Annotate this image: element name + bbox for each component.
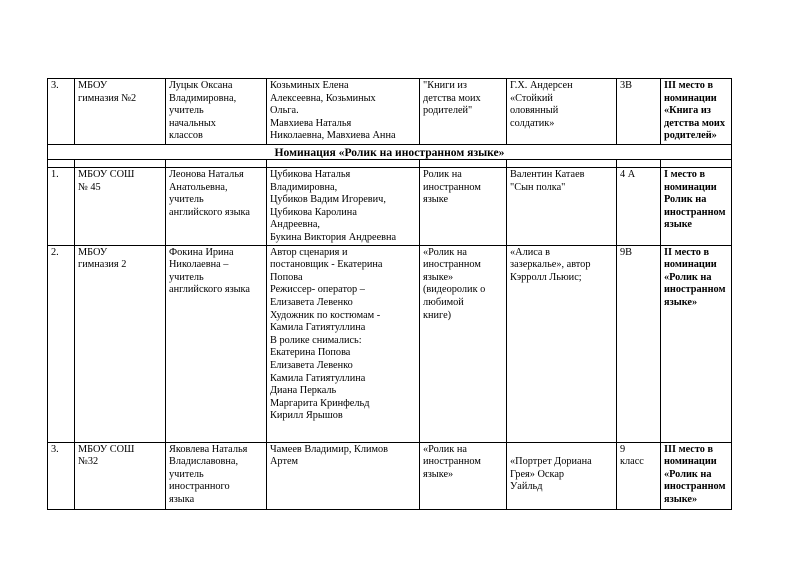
cell-line: МБОУ СОШ (78, 443, 135, 455)
cell-line: Грея» Оскар (510, 468, 565, 480)
cell-line: Уайльд (510, 481, 543, 493)
cell-line: № 45 (78, 181, 101, 193)
cell-line: языке» (423, 468, 454, 480)
cell-line: гимназия 2 (78, 259, 127, 271)
cell-line: гимназия №2 (78, 92, 137, 104)
cell-line: №32 (78, 456, 99, 468)
cell-line: книге) (423, 309, 452, 321)
cell-line: Фокина Ирина (169, 246, 234, 258)
table-row (48, 168, 732, 246)
cell-line: «Книга из (664, 105, 711, 117)
cell-line: Екатерина Попова (270, 347, 351, 359)
cell-line: иностранном (664, 481, 726, 493)
cell-line: учитель (169, 105, 204, 117)
cell-line: Николаевна – (169, 259, 229, 271)
cell-line: Мавхиева Наталья (270, 117, 352, 129)
cell-line: МБОУ (78, 80, 108, 91)
cell-line: Ольга. (270, 105, 299, 117)
entry-number: 3. (48, 79, 75, 145)
leader-cell (166, 79, 267, 145)
cell-line: иностранном (423, 456, 481, 468)
cell-line: «Стойкий (510, 92, 553, 104)
cell-line: II место в (664, 246, 710, 258)
cell-line: Елизавета Левенко (270, 296, 353, 308)
cell-line: языке» (664, 493, 698, 505)
cell-line: Елизавета Левенко (270, 359, 353, 371)
cell-line: Ролик на (664, 194, 707, 206)
cell-line: Маргарита Кринфельд (270, 397, 370, 409)
result-cell (661, 168, 732, 246)
cell-line: «Ролик на (423, 443, 467, 455)
cell-line: Яковлева Наталья (169, 443, 248, 455)
cell-line: номинации (664, 456, 717, 468)
cell-line: I место в (664, 169, 706, 180)
cell-line: номинации (664, 259, 717, 271)
cell-line: Цубиков Вадим Игоревич, (270, 194, 386, 206)
cell-line: родителей» (664, 130, 717, 142)
cell-line: МБОУ СОШ (78, 169, 135, 180)
cell-line: "Книги из (423, 80, 467, 91)
cell-line: учитель (169, 468, 204, 480)
grade-cell (617, 442, 661, 509)
school-cell (75, 168, 166, 246)
grade-cell (617, 79, 661, 145)
result-cell (661, 79, 732, 145)
cell-line: языка (169, 493, 195, 505)
school-cell (75, 442, 166, 509)
cell-line: «Ролик на (664, 271, 712, 283)
cell-line: 3В (620, 80, 633, 91)
source-book-cell (507, 245, 617, 442)
cell-line: Режиссер- оператор – (270, 284, 365, 296)
cell-line: зазеркалье», автор (510, 259, 591, 271)
cell-line: детства моих (423, 92, 481, 104)
cell-line: Леонова Наталья (169, 169, 244, 180)
cell-line: В ролике снимались: (270, 334, 362, 346)
participants-cell (267, 442, 420, 509)
cell-line: иностранном (423, 259, 481, 271)
entry-number: 3. (48, 442, 75, 509)
cell-line: «Ролик на (423, 246, 467, 258)
cell-line: Алексеевна, Козьминых (270, 92, 376, 104)
cell-line: Букина Виктория Андреевна (270, 231, 397, 243)
source-book-cell (507, 442, 617, 509)
cell-line: Кирилл Ярышов (270, 410, 343, 422)
cell-line: 9В (620, 246, 633, 258)
cell-line: учитель (169, 271, 204, 283)
cell-line: Владимировна, (270, 181, 338, 193)
cell-line: Камила Гатиятуллина (270, 372, 366, 384)
cell-line: Луцык Оксана (169, 80, 233, 91)
table-row (48, 442, 732, 509)
cell-line: английского языка (169, 206, 250, 218)
cell-line: языке (664, 219, 692, 231)
participants-cell (267, 245, 420, 442)
leader-cell (166, 168, 267, 246)
cell-line: Валентин Катаев (510, 169, 585, 180)
cell-line: «Алиса в (510, 246, 550, 258)
cell-line: Ролик на (423, 169, 462, 180)
cell-line: Кэрролл Льюис; (510, 271, 582, 283)
cell-line: Камила Гатиятуллина (270, 322, 366, 334)
table-row (48, 245, 732, 442)
cell-line: иностранном (664, 206, 726, 218)
cell-line: Г.Х. Андерсен (510, 80, 573, 91)
cell-line: Николаевна, Мавхиева Анна (270, 130, 396, 142)
nomination-header (48, 145, 732, 168)
cell-line: 4 А (620, 169, 636, 180)
cell-line: III место в (664, 443, 714, 455)
leader-cell (166, 442, 267, 509)
result-cell (661, 442, 732, 509)
school-cell (75, 245, 166, 442)
cell-line: «Ролик на (664, 468, 712, 480)
cell-line: 9 (620, 443, 626, 455)
cell-line: класс (620, 456, 644, 468)
cell-line: иностранном (423, 181, 481, 193)
spacer-row (48, 160, 732, 168)
result-cell (661, 245, 732, 442)
cell-line: любимой (423, 296, 464, 308)
cell-line: Андреевна, (270, 219, 320, 231)
nomination-title: Номинация «Ролик на иностранном языке» (48, 145, 732, 160)
work-title-cell (420, 79, 507, 145)
bottom-rows (48, 168, 732, 510)
cell-line: Владимировна, (169, 92, 237, 104)
leader-cell (166, 245, 267, 442)
cell-line: Попова (270, 271, 303, 283)
cell-line: Диана Перкаль (270, 385, 337, 397)
cell-line: МБОУ (78, 246, 108, 258)
source-book-cell (507, 168, 617, 246)
work-title-cell (420, 168, 507, 246)
entry-number: 1. (48, 168, 75, 246)
cell-line: английского языка (169, 284, 250, 296)
cell-line: иностранном (664, 284, 726, 296)
school-cell (75, 79, 166, 145)
work-title-cell (420, 442, 507, 509)
cell-line: Анатольевна, (169, 181, 228, 193)
cell-line: Цубикова Наталья (270, 169, 351, 180)
top-rows (48, 79, 732, 145)
results-table (47, 78, 732, 510)
grade-cell (617, 245, 661, 442)
cell-line: языке» (423, 271, 454, 283)
participants-cell (267, 79, 420, 145)
participants-cell (267, 168, 420, 246)
cell-line: (видеоролик о (423, 284, 486, 296)
cell-line: языке (423, 194, 449, 206)
cell-line: Автор сценария и (270, 246, 348, 258)
cell-line: "Сын полка" (510, 181, 566, 193)
cell-line: номинации (664, 181, 717, 193)
cell-line: «Портрет Дориана (510, 456, 592, 468)
cell-line: учитель (169, 194, 204, 206)
cell-line: номинации (664, 92, 717, 104)
cell-line: оловянный (510, 105, 559, 117)
cell-line (510, 444, 613, 457)
cell-line: III место в (664, 80, 714, 91)
table-row (48, 79, 732, 145)
cell-line: постановщик - Екатерина (270, 259, 383, 271)
cell-line: начальных (169, 117, 216, 129)
cell-line: иностранного (169, 481, 230, 493)
entry-number: 2. (48, 245, 75, 442)
source-book-cell (507, 79, 617, 145)
cell-line: родителей" (423, 105, 473, 117)
cell-line: Козьминых Елена (270, 80, 349, 91)
cell-line: Цубикова Каролина (270, 206, 357, 218)
cell-line: детства моих (664, 117, 725, 129)
cell-line: языке» (664, 296, 698, 308)
cell-line: Художник по костюмам - (270, 309, 381, 321)
cell-line: солдатик» (510, 117, 555, 129)
cell-line: классов (169, 130, 203, 142)
grade-cell (617, 168, 661, 246)
cell-line: Владиславовна, (169, 456, 239, 468)
cell-line: Артем (270, 456, 299, 468)
cell-line: Чамеев Владимир, Климов (270, 443, 389, 455)
work-title-cell (420, 245, 507, 442)
